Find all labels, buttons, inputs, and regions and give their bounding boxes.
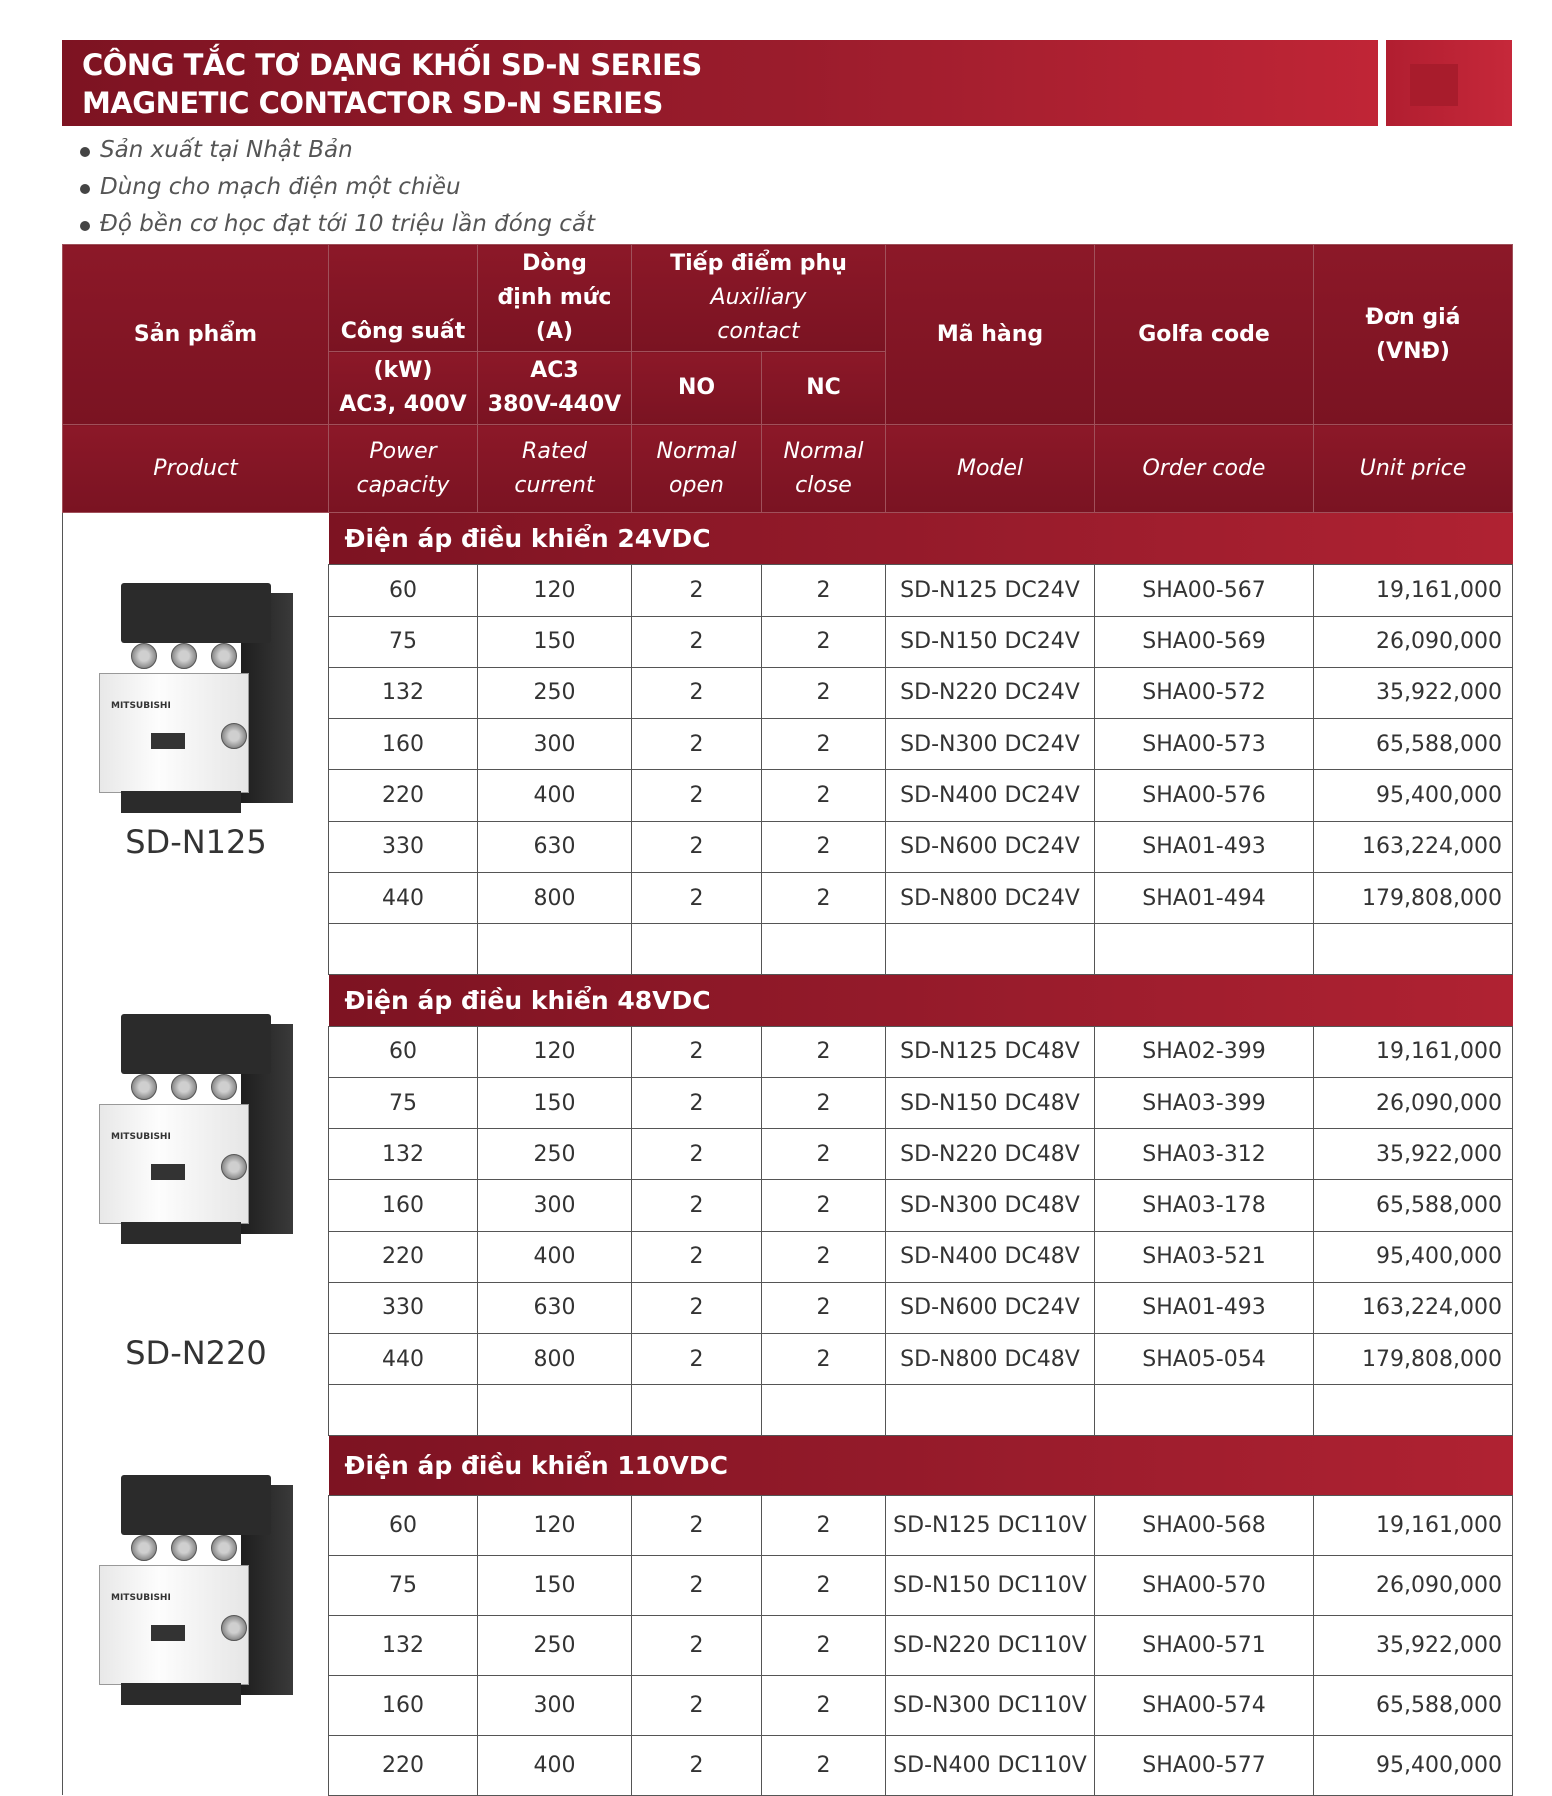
order-code-cell: SHA00-569 — [1095, 616, 1314, 667]
no-cell: 2 — [632, 1077, 762, 1128]
product-image-cell — [63, 1435, 329, 1795]
order-code-cell: SHA00-567 — [1095, 565, 1314, 616]
product-image-cell — [63, 974, 329, 1435]
no-cell: 2 — [632, 1129, 762, 1180]
order-code-cell: SHA00-568 — [1095, 1496, 1314, 1556]
blank-cell — [329, 1385, 478, 1435]
price-cell: 35,922,000 — [1314, 667, 1513, 718]
order-code-cell: SHA01-493 — [1095, 821, 1314, 872]
no-cell: 2 — [632, 1616, 762, 1676]
blank-cell — [886, 924, 1095, 974]
price-cell: 19,161,000 — [1314, 565, 1513, 616]
current-cell: 250 — [478, 667, 632, 718]
banner-swatch — [1410, 64, 1458, 106]
model-cell: SD-N600 DC24V — [886, 1282, 1095, 1333]
current-cell: 800 — [478, 1334, 632, 1385]
power-cell: 440 — [329, 1334, 478, 1385]
blank-cell — [762, 1385, 886, 1435]
contactor-indicator-window — [151, 1625, 185, 1641]
price-cell: 19,161,000 — [1314, 1026, 1513, 1077]
power-cell: 132 — [329, 1616, 478, 1676]
terminal-icon — [171, 1535, 197, 1561]
current-cell: 400 — [478, 770, 632, 821]
current-cell: 300 — [478, 1180, 632, 1231]
header-product: Sản phẩm — [63, 245, 329, 425]
section-header-row — [63, 974, 1513, 1026]
header-current-cond: AC3 380V-440V — [478, 352, 632, 425]
section-title: Điện áp điều khiển 110VDC — [329, 1435, 1513, 1496]
blank-cell — [762, 924, 886, 974]
power-cell: 132 — [329, 667, 478, 718]
price-cell: 65,588,000 — [1314, 1675, 1513, 1735]
product-label: SD-N125 — [125, 823, 267, 861]
power-cell: 60 — [329, 1026, 478, 1077]
no-cell: 2 — [632, 1180, 762, 1231]
model-cell: SD-N300 DC110V — [886, 1675, 1095, 1735]
header-nc: NC — [762, 352, 886, 425]
order-code-cell: SHA03-521 — [1095, 1231, 1314, 1282]
no-cell: 2 — [632, 770, 762, 821]
current-cell: 150 — [478, 616, 632, 667]
contactor-bottom-terminals — [121, 1222, 241, 1244]
power-cell: 60 — [329, 1496, 478, 1556]
contactor-indicator-window — [151, 1164, 185, 1180]
header-aux-contact: Tiếp điểm phụ Auxiliary contact — [632, 245, 886, 352]
order-code-cell: SHA02-399 — [1095, 1026, 1314, 1077]
model-cell: SD-N300 DC48V — [886, 1180, 1095, 1231]
price-cell: 163,224,000 — [1314, 1282, 1513, 1333]
power-cell: 160 — [329, 1675, 478, 1735]
power-cell: 330 — [329, 821, 478, 872]
model-cell: SD-N125 DC24V — [886, 565, 1095, 616]
price-table-wrapper — [62, 244, 1512, 1796]
section-title: Điện áp điều khiển 24VDC — [329, 513, 1513, 565]
order-code-cell: SHA03-399 — [1095, 1077, 1314, 1128]
model-cell: SD-N150 DC24V — [886, 616, 1095, 667]
terminal-icon — [171, 1074, 197, 1100]
blank-cell — [329, 924, 478, 974]
order-code-cell: SHA05-054 — [1095, 1334, 1314, 1385]
power-cell: 60 — [329, 565, 478, 616]
order-code-cell: SHA00-576 — [1095, 770, 1314, 821]
feature-bullet: Độ bền cơ học đạt tới 10 triệu lần đóng cắt — [78, 206, 595, 243]
price-cell: 26,090,000 — [1314, 1556, 1513, 1616]
product-image-cell — [63, 513, 329, 975]
current-cell: 120 — [478, 1026, 632, 1077]
nc-cell: 2 — [762, 821, 886, 872]
model-cell: SD-N400 DC48V — [886, 1231, 1095, 1282]
price-cell: 65,588,000 — [1314, 1180, 1513, 1231]
order-code-cell: SHA00-572 — [1095, 667, 1314, 718]
model-cell: SD-N600 DC24V — [886, 821, 1095, 872]
current-cell: 250 — [478, 1616, 632, 1676]
power-cell: 132 — [329, 1129, 478, 1180]
blank-cell — [632, 1385, 762, 1435]
model-cell: SD-N800 DC24V — [886, 872, 1095, 923]
model-cell: SD-N220 DC24V — [886, 667, 1095, 718]
nc-cell: 2 — [762, 565, 886, 616]
product-image-box — [63, 513, 329, 974]
header-model: Mã hàng — [886, 245, 1095, 425]
blank-cell — [1314, 924, 1513, 974]
nc-cell: 2 — [762, 770, 886, 821]
model-cell: SD-N400 DC110V — [886, 1735, 1095, 1795]
no-cell: 2 — [632, 1735, 762, 1795]
price-cell: 95,400,000 — [1314, 1735, 1513, 1795]
brand-label: MITSUBISHI — [111, 1132, 171, 1142]
no-cell: 2 — [632, 1026, 762, 1077]
current-cell: 400 — [478, 1231, 632, 1282]
contactor-image — [91, 1465, 301, 1715]
nc-cell: 2 — [762, 872, 886, 923]
price-cell: 95,400,000 — [1314, 770, 1513, 821]
power-cell: 75 — [329, 1077, 478, 1128]
contactor-bottom-terminals — [121, 791, 241, 813]
power-cell: 220 — [329, 1735, 478, 1795]
nc-cell: 2 — [762, 667, 886, 718]
product-image-box — [63, 1435, 329, 1795]
header-power: Công suất — [329, 245, 478, 352]
current-cell: 250 — [478, 1129, 632, 1180]
price-cell: 95,400,000 — [1314, 1231, 1513, 1282]
nc-cell: 2 — [762, 1496, 886, 1556]
header-nc-en: Normal close — [762, 425, 886, 513]
blank-cell — [632, 924, 762, 974]
no-cell: 2 — [632, 1282, 762, 1333]
no-cell: 2 — [632, 821, 762, 872]
no-cell: 2 — [632, 719, 762, 770]
terminal-icon — [221, 723, 247, 749]
contactor-image — [91, 573, 301, 823]
model-cell: SD-N150 DC110V — [886, 1556, 1095, 1616]
terminal-icon — [211, 643, 237, 669]
title-banner — [62, 40, 1378, 126]
header-price-en: Unit price — [1314, 425, 1513, 513]
current-cell: 120 — [478, 565, 632, 616]
header-price: Đơn giá (VNĐ) — [1314, 245, 1513, 425]
blank-cell — [478, 924, 632, 974]
order-code-cell: SHA03-178 — [1095, 1180, 1314, 1231]
nc-cell: 2 — [762, 1231, 886, 1282]
nc-cell: 2 — [762, 1556, 886, 1616]
model-cell: SD-N125 DC48V — [886, 1026, 1095, 1077]
section-header-row — [63, 513, 1513, 565]
nc-cell: 2 — [762, 1616, 886, 1676]
current-cell: 630 — [478, 821, 632, 872]
terminal-icon — [211, 1074, 237, 1100]
table-header — [63, 245, 1513, 513]
brand-label: MITSUBISHI — [111, 1593, 171, 1603]
nc-cell: 2 — [762, 1735, 886, 1795]
order-code-cell: SHA00-573 — [1095, 719, 1314, 770]
price-cell: 163,224,000 — [1314, 821, 1513, 872]
blank-cell — [1095, 924, 1314, 974]
model-cell: SD-N220 DC48V — [886, 1129, 1095, 1180]
model-cell: SD-N125 DC110V — [886, 1496, 1095, 1556]
header-power-en: Power capacity — [329, 425, 478, 513]
product-label: SD-N220 — [125, 1334, 267, 1372]
order-code-cell: SHA00-574 — [1095, 1675, 1314, 1735]
feature-bullets — [78, 132, 595, 243]
blank-cell — [1314, 1385, 1513, 1435]
table-body — [63, 513, 1513, 1796]
title-vietnamese: CÔNG TẮC TƠ DẠNG KHỐI SD-N SERIES — [82, 48, 702, 82]
blank-cell — [1095, 1385, 1314, 1435]
feature-bullet: Sản xuất tại Nhật Bản — [78, 132, 595, 169]
nc-cell: 2 — [762, 1282, 886, 1333]
contactor-indicator-window — [151, 733, 185, 749]
nc-cell: 2 — [762, 1129, 886, 1180]
current-cell: 630 — [478, 1282, 632, 1333]
no-cell: 2 — [632, 872, 762, 923]
current-cell: 800 — [478, 872, 632, 923]
model-cell: SD-N800 DC48V — [886, 1334, 1095, 1385]
contactor-top-housing — [121, 583, 271, 643]
header-no-en: Normal open — [632, 425, 762, 513]
terminal-icon — [221, 1615, 247, 1641]
order-code-cell: SHA01-494 — [1095, 872, 1314, 923]
header-power-unit: (kW) AC3, 400V — [329, 352, 478, 425]
model-cell: SD-N300 DC24V — [886, 719, 1095, 770]
header-model-en: Model — [886, 425, 1095, 513]
title-english: MAGNETIC CONTACTOR SD-N SERIES — [82, 86, 663, 120]
section-header-row — [63, 1435, 1513, 1496]
terminal-icon — [221, 1154, 247, 1180]
current-cell: 120 — [478, 1496, 632, 1556]
section-title: Điện áp điều khiển 48VDC — [329, 974, 1513, 1026]
current-cell: 300 — [478, 719, 632, 770]
feature-bullet: Dùng cho mạch điện một chiều — [78, 169, 595, 206]
banner-side-block — [1386, 40, 1512, 126]
no-cell: 2 — [632, 1496, 762, 1556]
price-cell: 26,090,000 — [1314, 1077, 1513, 1128]
contactor-image — [91, 1004, 301, 1254]
power-cell: 160 — [329, 719, 478, 770]
price-table — [62, 244, 1513, 1796]
no-cell: 2 — [632, 565, 762, 616]
terminal-icon — [131, 643, 157, 669]
power-cell: 330 — [329, 1282, 478, 1333]
price-cell: 179,808,000 — [1314, 1334, 1513, 1385]
header-current: Dòng định mức (A) — [478, 245, 632, 352]
no-cell: 2 — [632, 616, 762, 667]
nc-cell: 2 — [762, 1180, 886, 1231]
header-current-en: Rated current — [478, 425, 632, 513]
no-cell: 2 — [632, 667, 762, 718]
brand-label: MITSUBISHI — [111, 701, 171, 711]
terminal-icon — [211, 1535, 237, 1561]
current-cell: 400 — [478, 1735, 632, 1795]
power-cell: 220 — [329, 1231, 478, 1282]
no-cell: 2 — [632, 1231, 762, 1282]
product-image-box — [63, 974, 329, 1435]
nc-cell: 2 — [762, 719, 886, 770]
no-cell: 2 — [632, 1556, 762, 1616]
price-cell: 19,161,000 — [1314, 1496, 1513, 1556]
model-cell: SD-N220 DC110V — [886, 1616, 1095, 1676]
model-cell: SD-N150 DC48V — [886, 1077, 1095, 1128]
current-cell: 300 — [478, 1675, 632, 1735]
power-cell: 75 — [329, 1556, 478, 1616]
terminal-icon — [171, 643, 197, 669]
current-cell: 150 — [478, 1556, 632, 1616]
blank-cell — [886, 1385, 1095, 1435]
power-cell: 75 — [329, 616, 478, 667]
no-cell: 2 — [632, 1675, 762, 1735]
nc-cell: 2 — [762, 1026, 886, 1077]
current-cell: 150 — [478, 1077, 632, 1128]
order-code-cell: SHA00-577 — [1095, 1735, 1314, 1795]
price-cell: 26,090,000 — [1314, 616, 1513, 667]
no-cell: 2 — [632, 1334, 762, 1385]
nc-cell: 2 — [762, 1675, 886, 1735]
price-cell: 35,922,000 — [1314, 1616, 1513, 1676]
nc-cell: 2 — [762, 1334, 886, 1385]
terminal-icon — [131, 1535, 157, 1561]
header-code-en: Order code — [1095, 425, 1314, 513]
contactor-top-housing — [121, 1014, 271, 1074]
order-code-cell: SHA00-570 — [1095, 1556, 1314, 1616]
terminal-icon — [131, 1074, 157, 1100]
order-code-cell: SHA03-312 — [1095, 1129, 1314, 1180]
power-cell: 440 — [329, 872, 478, 923]
power-cell: 220 — [329, 770, 478, 821]
contactor-bottom-terminals — [121, 1683, 241, 1705]
header-no: NO — [632, 352, 762, 425]
price-cell: 65,588,000 — [1314, 719, 1513, 770]
nc-cell: 2 — [762, 616, 886, 667]
header-code: Golfa code — [1095, 245, 1314, 425]
order-code-cell: SHA01-493 — [1095, 1282, 1314, 1333]
order-code-cell: SHA00-571 — [1095, 1616, 1314, 1676]
price-cell: 179,808,000 — [1314, 872, 1513, 923]
model-cell: SD-N400 DC24V — [886, 770, 1095, 821]
contactor-top-housing — [121, 1475, 271, 1535]
price-cell: 35,922,000 — [1314, 1129, 1513, 1180]
blank-cell — [478, 1385, 632, 1435]
header-product-en: Product — [63, 425, 329, 513]
power-cell: 160 — [329, 1180, 478, 1231]
nc-cell: 2 — [762, 1077, 886, 1128]
